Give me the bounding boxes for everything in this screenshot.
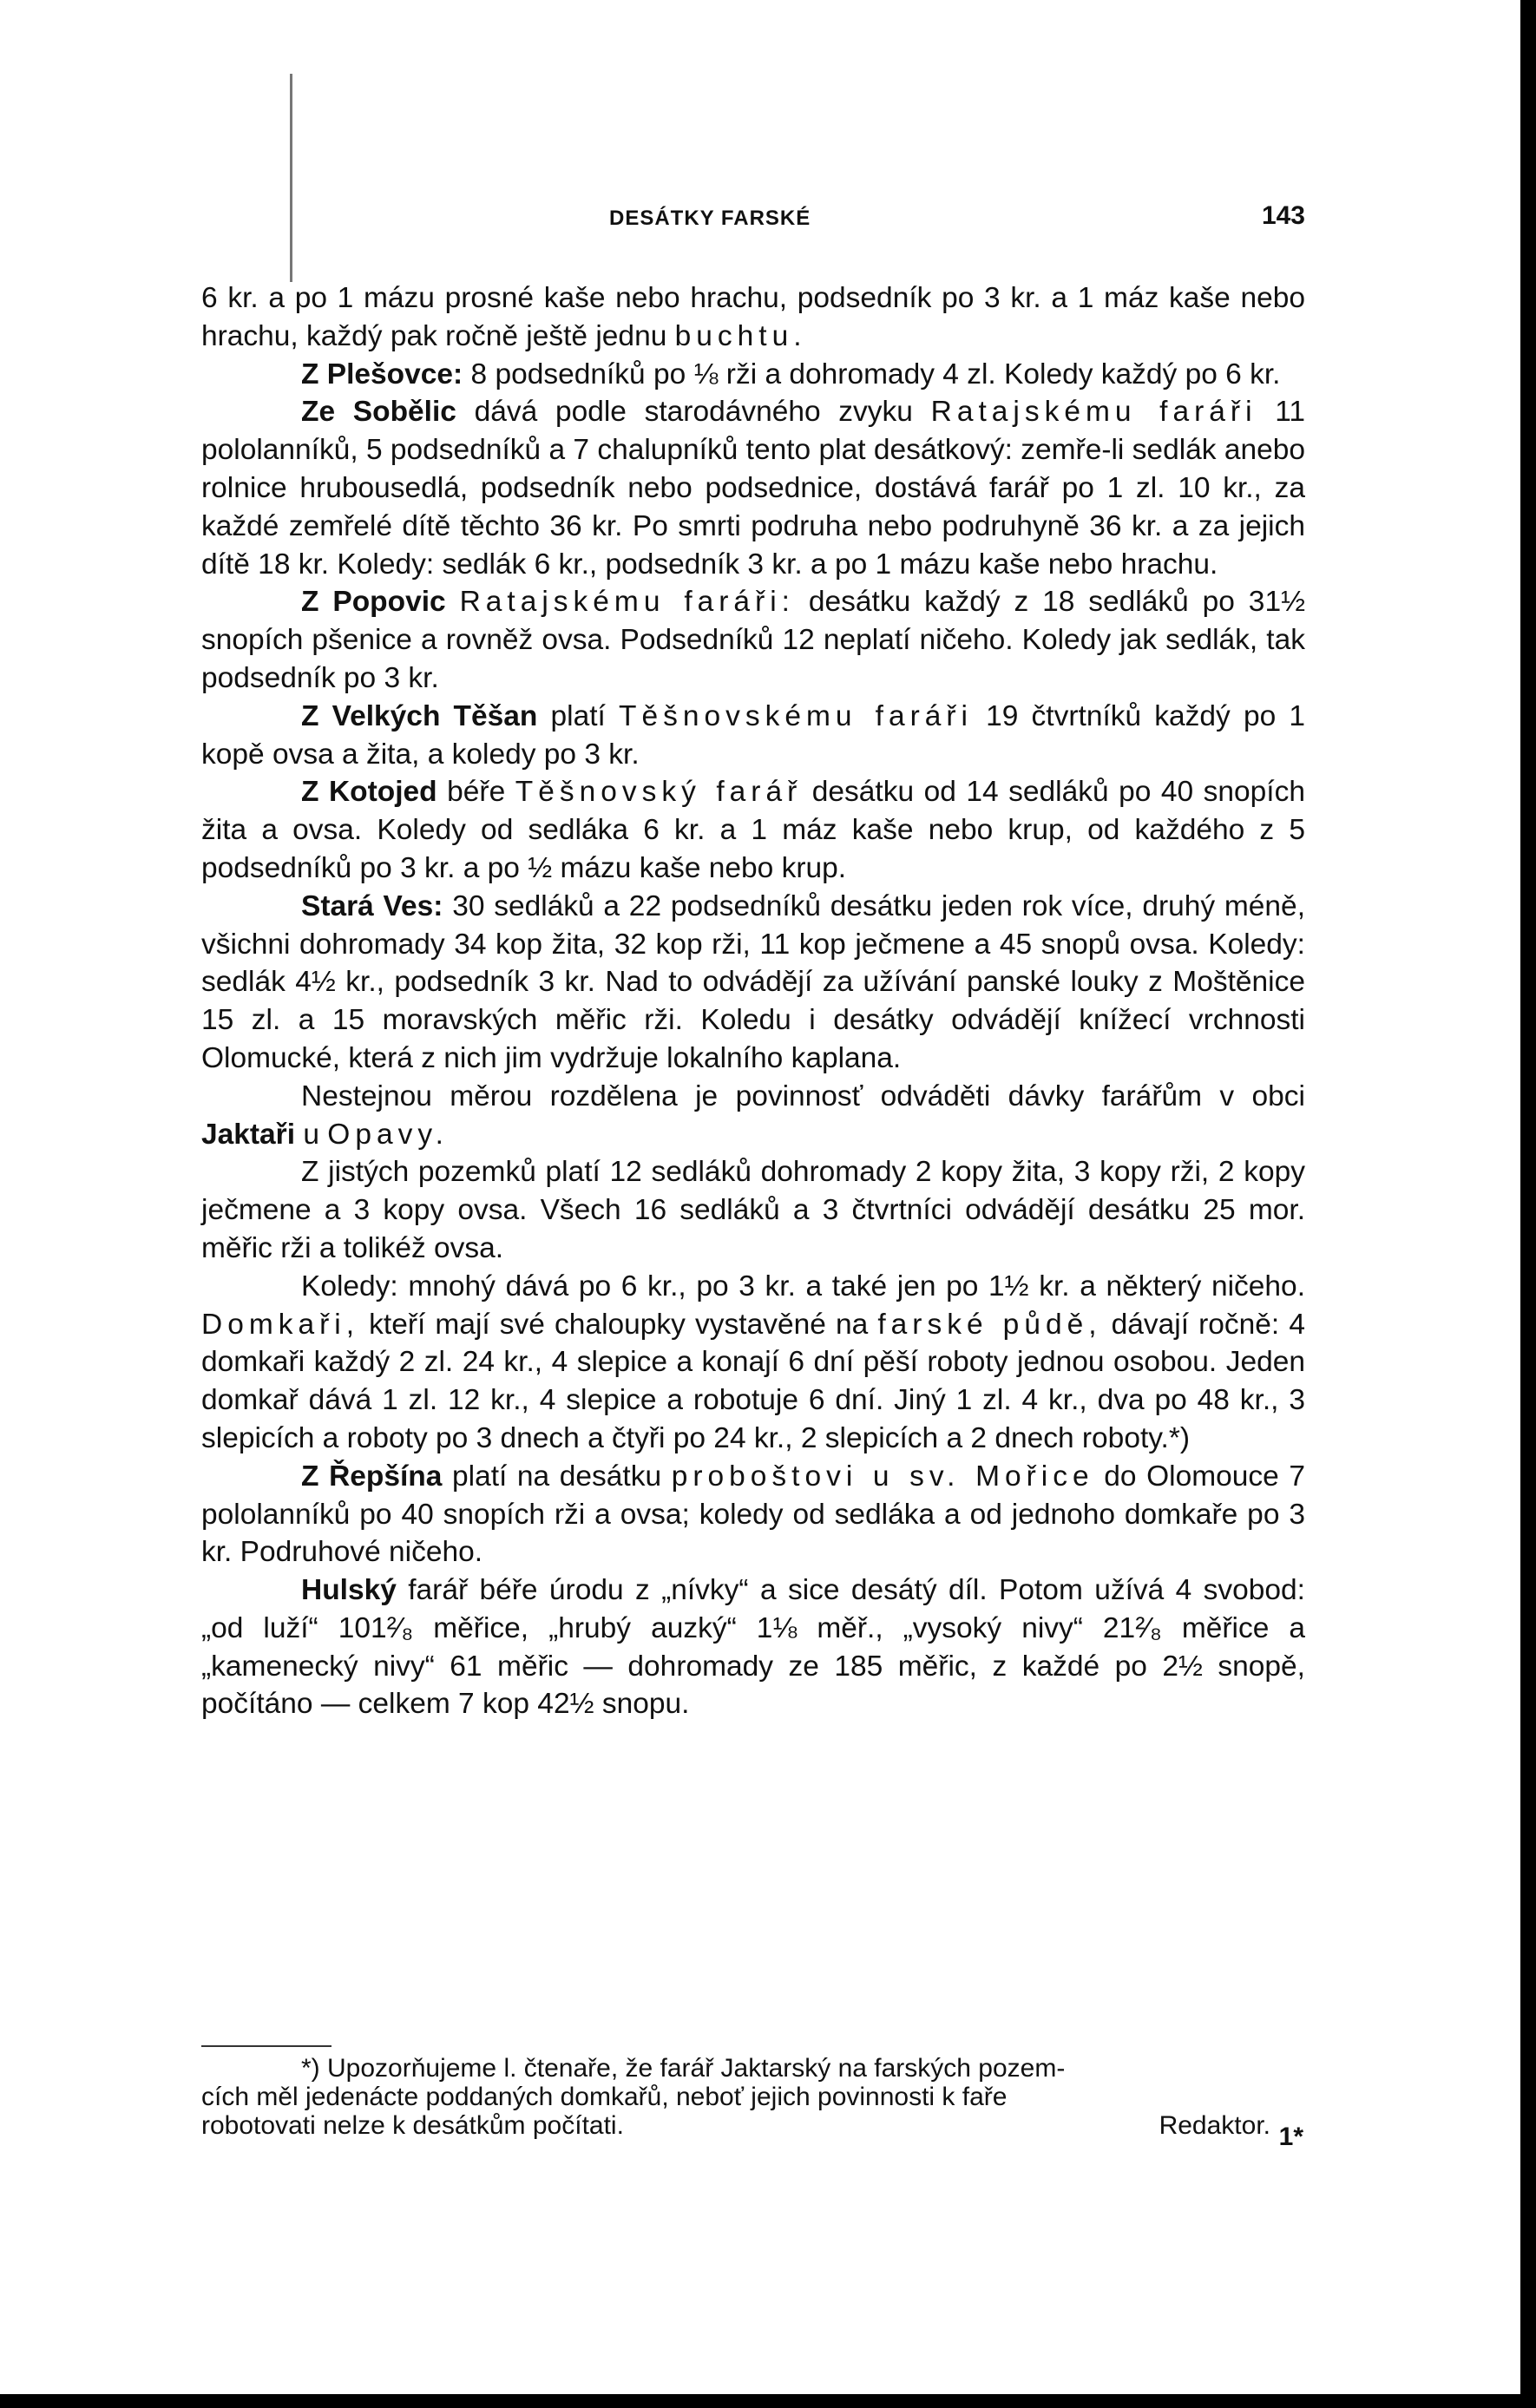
paragraph-pozemky: Z jistých pozemků platí 12 sedláků dohromady 2 kopy žita, 3 kopy rži, 2 kopy ječmene a 3 kopy ovsa. Všech 16 sedláků a 3 čtvrtníci odvádějí desátku 25 mor. měřic rži a tolikéž ovsa. (201, 1156, 1305, 1264)
footnote-divider (201, 2045, 331, 2047)
scan-border-right (1520, 0, 1536, 2408)
running-head: DESÁTKY FARSKÉ (609, 207, 811, 230)
paragraph-hulin: Hulský farář béře úrodu z „nívky“ a sice desátý díl. Potom užívá 4 svobod: „od luží“ 101²⁄₈ měřice, „hrubý auzký“ 1⅛ měř., „vysoký nivy“ 21²⁄₈ měřice a „kamenecký nivy“ 61 měřic — dohromady ze 185 měřic, z každé po 2½ snopě, počítáno — celkem 7 kop 42½ snopu. (201, 1574, 1305, 1721)
paragraph-kotojed: Z Kotojed béře Těšnovský farář desátku od 14 sedláků po 40 snopích žita a ovsa. Koledy od sedláka 6 kr. a 1 máz kaše nebo krup, od každého z 5 podsedníků po 3 kr. a po ½ mázu kaše nebo krup. (201, 776, 1305, 884)
page-number: 143 (1261, 201, 1305, 230)
footnote (201, 2054, 1303, 2140)
paragraph-sobelic: Ze Sobělic dává podle starodávného zvyku Ratajskému faráři 11 pololanníků, 5 podsedníků a 7 chalupníků tento plat desátkový: zemře-li sedlák anebo rolnice hrubousedlá, podsedník nebo podsednice, dostává farář po 1 zl. 10 kr., za každé zemřelé dítě těchto 36 kr. Po smrti podruha nebo podruhyně 36 kr. a za jejich dítě 18 kr. Koledy: sedlák 6 kr., podsedník 3 kr. a po 1 mázu kaše nebo hrachu. (201, 396, 1305, 581)
footnote-line-3 (201, 2111, 1303, 2140)
signature-mark: 1* (1278, 2123, 1303, 2151)
footnote-editor: Redaktor. (1159, 2111, 1270, 2140)
paragraph-repsin: Z Řepšína platí na desátku proboštovi u sv. Mořice do Olomouce 7 pololanníků po 40 snopích rži a ovsa; koledy od sedláka a od jednoho domkaře po 3 kr. Podruhové ničeho. (201, 1460, 1305, 1569)
paragraph-plesovce: Z Plešovce: 8 podsedníků po ⅛ rži a dohromady 4 zl. Koledy každý po 6 kr. (301, 358, 1281, 390)
footnote-line-3-text: robotovati nelze k desátkům počítati. (201, 2111, 624, 2140)
paragraph-stara-ves: Stará Ves: 30 sedláků a 22 podsedníků desátku jeden rok více, druhý méně, všichni dohromady 34 kop žita, 32 kop rži, 11 kop ječmene a 45 snopů ovsa. Koledy: sedlák 4½ kr., podsedník 3 kr. Nad to odvádějí za užívání panské louky z Moštěnice 15 zl. a 15 moravských měřic rži. Koledu i desátky odvádějí knížecí vrchnosti Olomucké, která z nich jim vydržuje lokalního kaplana. (201, 889, 1305, 1074)
footnote-line-1: *) Upozorňujeme l. čtenaře, že farář Jaktarský na farských pozem- (301, 2054, 1066, 2083)
paragraph-koledy: Koledy: mnohý dává po 6 kr., po 3 kr. a také jen po 1½ kr. a některý ničeho. Domkaři, kteří mají své chaloupky vystavěné na farské půdě, dávají ročně: 4 domkaři každý 2 zl. 24 kr., 4 slepice a konají 6 dní pěší roboty jednou osobou. Jeden domkař dává 1 zl. 12 kr., 4 slepice a robotuje 6 dní. Jiný 1 zl. 4 kr., dva po 48 kr., 3 slepicích a roboty po 3 dnech a čtyři po 24 kr., 2 slepicích a 2 dnech roboty.*) (201, 1270, 1305, 1454)
paragraph-jaktar: Nestejnou měrou rozdělena je povinnosť odváděti dávky farářům v obci Jaktaři u Opavy. (201, 1079, 1305, 1151)
scan-artifact-line (290, 74, 292, 282)
body-text (201, 279, 1305, 1723)
paragraph-1: 6 kr. a po 1 mázu prosné kaše nebo hrachu, podsedník po 3 kr. a 1 máz kaše nebo hrachu, každý pak ročně ještě jednu buchtu. (201, 282, 1305, 352)
paragraph-popovic: Z Popovic Ratajskému faráři: desátku každý z 18 sedláků po 31½ snopích pšenice a rovněž ovsa. Podsedníků 12 neplatí ničeho. Koledy jak sedlák, tak podsedník po 3 kr. (201, 586, 1306, 694)
footnote-line-2: cích měl jedenácte poddaných domkařů, neboť jejich povinnosti k faře (201, 2083, 1008, 2111)
page-header (201, 201, 1305, 236)
paragraph-velke-tesany: Z Velkých Těšan platí Těšnovskému faráři 19 čtvrtníků každý po 1 kopě ovsa a žita, a koledy po 3 kr. (201, 699, 1305, 771)
scan-border-bottom (0, 2394, 1536, 2408)
